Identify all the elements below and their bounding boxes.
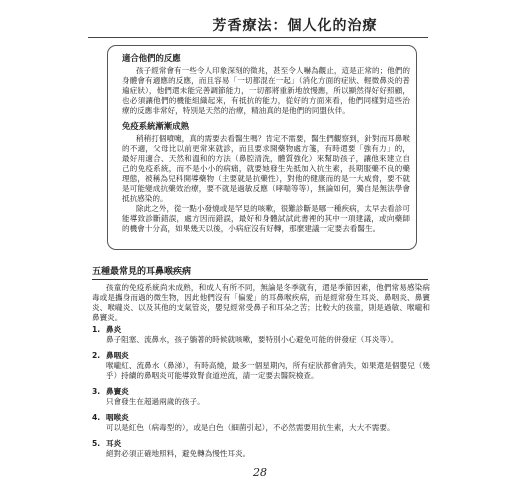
item-name: 耳炎 — [106, 439, 122, 448]
list-item — [92, 325, 430, 345]
page-header-title: 芳香療法：個人化的治療 — [212, 18, 378, 34]
item-description: 可以是紅色（病毒型的），或是白色（細菌引起），不必然需要用抗生素，大大不需要。 — [106, 423, 395, 432]
info-box-section — [122, 121, 410, 234]
header-rule — [88, 37, 428, 38]
section-rule — [92, 279, 428, 280]
item-description: 喉嚨紅、流鼻水（鼻涕），有時高燒，最多一個星期內，所有症狀都會消失，如果還是個嬰兒（幾乎）持續的鼻咽炎可能導致腎食道逆流，請一定要去醫院檢查。 — [106, 361, 430, 380]
item-description: 只會發生在超過兩歲的孩子。 — [106, 397, 205, 406]
disease-list — [92, 325, 430, 465]
item-name: 鼻咽炎 — [106, 351, 129, 360]
list-item — [92, 413, 430, 433]
item-number: 5. — [92, 439, 101, 448]
item-number: 3. — [92, 387, 101, 396]
section-title: 五種最常見的耳鼻喉疾病 — [92, 267, 192, 277]
info-box-paragraph: 稍稍打個噴嚏，真的需要去看醫生嗎？肯定不需要，醫生們觀察到，針對而耳鼻喉的不適，父母比以前更常來就診，而且要求開藥物處方箋，有時還要「強有力」的，最好用適合、天然和溫和的方法（鼻腔清洗，體質強化）來幫助孩子，讓他來建立自己的免疫系統，而不是小小的病痛，就要她發生先抵加入抗生素，長期服藥不良的藥理態，被稱為兒科開導藥物（主要就是抗藥性），對他的健康而的是一大威脅，要不就是可能變成抗藥效治療，要不就是過敏反應（哮喘等等），無論如何，獨自是無法學會抵抗感染的。 — [122, 134, 410, 203]
item-number: 4. — [92, 413, 101, 422]
item-description: 鼻子阻塞、流鼻水，孩子躺著的時候就咳嗽，要特別小心避免可能的併發症（耳炎等）。 — [106, 335, 399, 344]
item-number: 2. — [92, 351, 101, 360]
info-box — [107, 45, 417, 250]
list-item — [92, 439, 430, 459]
item-name: 鼻竇炎 — [106, 387, 129, 396]
item-number: 1. — [92, 325, 101, 334]
section-intro: 孩童的免疫系統尚未成熟，和成人有所不同，無論是冬季就有，還是季節因素，他們常易感染病毒或是攜身而過的微生物，因此他們沒有「偏愛」的耳鼻喉疾病，而是經常發生耳炎、鼻咽炎、鼻竇炎、喉嚨炎、以及其他的支氣管炎，嬰兒經常受鼻子和耳朵之苦；比較大的孩童，則是過敏、喉嚨和鼻竇炎。 — [92, 283, 430, 322]
list-item — [92, 387, 430, 407]
item-name: 鼻炎 — [106, 325, 122, 334]
item-name: 咽喉炎 — [106, 413, 129, 422]
info-box-paragraph: 除此之外，從一點小發燒或是罕見的咳嗽，很難診斷是哪一種疾病，太早去看診可能導致診斷錯誤，處方因而錯誤，最好和身體試試此書裡的其中一項建議，或向藥師的機會十分高，如果幾天以後，小病症沒有好轉，那麼建議一定要去看醫生。 — [122, 204, 410, 233]
page-number: 28 — [253, 466, 267, 479]
info-box-heading: 適合他們的反應 — [122, 53, 181, 63]
info-box-paragraph: 孩子經常會有一些令人印象深刻的徵兆，甚至令人嚇為觀止，這是正常的；他們的身體會有適應的反應，而且容易「一切都混在一起」（消化方面的症狀、輕微鼻炎的普遍症狀），他們還未能完善調節能力，一切都將重新地放慢應，所以顯然得好好照顧，也必須讓他們的機能組織起來，有抵抗的能力，從好的方面來看，他們同樣對這些治療的反應非常好，特別是天然的治療，精油真的是他們的同盟伙伴。 — [122, 66, 410, 115]
list-item — [92, 351, 430, 381]
item-description: 絕對必須正確地照料，避免轉為慢性耳炎。 — [106, 449, 251, 458]
info-box-section — [122, 53, 410, 116]
info-box-heading: 免疫系統漸漸成熟 — [122, 121, 189, 131]
